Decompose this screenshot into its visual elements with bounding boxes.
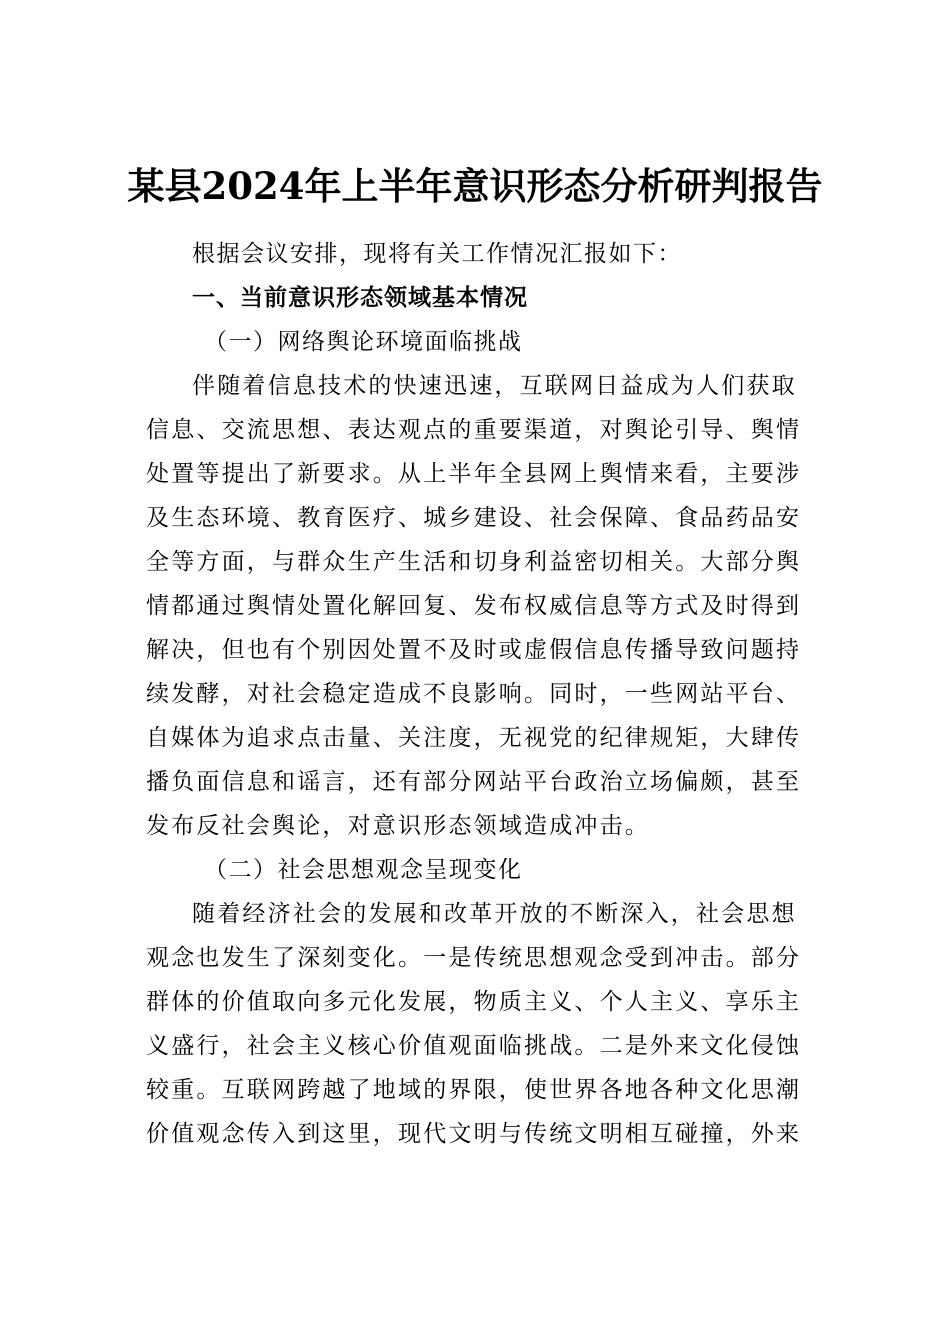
paragraph-line: 解决，但也有个别因处置不及时或虚假信息传播导致问题持 — [146, 637, 802, 663]
intro-paragraph — [146, 232, 808, 276]
paragraph-line: 观念也发生了深刻变化。一是传统思想观念受到冲击。部分 — [146, 945, 802, 971]
paragraph-line: 处置等提出了新要求。从上半年全县网上舆情来看，主要涉 — [146, 461, 802, 487]
paragraph-line: 情都通过舆情处置化解回复、发布权威信息等方式及时得到 — [146, 593, 802, 619]
subsection-heading: （二）社会思想观念呈现变化 — [204, 857, 523, 883]
paragraph-line: 随着经济社会的发展和改革开放的不断深入，社会思想 — [192, 901, 797, 927]
section-heading: 一、当前意识形态领域基本情况 — [192, 285, 528, 311]
paragraph-line: 及生态环境、教育医疗、城乡建设、社会保障、食品药品安 — [146, 505, 802, 531]
paragraph-line: 播负面信息和谣言，还有部分网站平台政治立场偏颇，甚至 — [146, 769, 802, 795]
paragraph-line: 伴随着信息技术的快速迅速，互联网日益成为人们获取 — [192, 373, 797, 399]
intro-line: 根据会议安排，现将有关工作情况汇报如下： — [192, 241, 682, 267]
paragraph-line: 信息、交流思想、表达观点的重要渠道，对舆论引导、舆情 — [146, 417, 802, 443]
document-body — [146, 232, 808, 1156]
paragraph-line: 发布反社会舆论，对意识形态领域造成冲击。 — [146, 813, 650, 839]
document-title: 某县2024年上半年意识形态分析研判报告 — [127, 164, 823, 208]
paragraph-line: 义盛行，社会主义核心价值观面临挑战。二是外来文化侵蚀 — [146, 1033, 802, 1059]
paragraph-network-opinion — [146, 364, 808, 848]
paragraph-line: 全等方面，与群众生产生活和切身利益密切相关。大部分舆 — [146, 549, 802, 575]
paragraph-social-thought — [146, 892, 808, 1156]
paragraph-line: 较重。互联网跨越了地域的界限，使世界各地各种文化思潮 — [146, 1077, 802, 1103]
subsection-heading: （一）网络舆论环境面临挑战 — [204, 329, 523, 355]
paragraph-line: 群体的价值取向多元化发展，物质主义、个人主义、享乐主 — [146, 989, 802, 1015]
paragraph-line: 自媒体为追求点击量、关注度，无视党的纪律规矩，大肆传 — [146, 725, 802, 751]
paragraph-line: 价值观念传入到这里，现代文明与传统文明相互碰撞，外来 — [146, 1121, 802, 1147]
paragraph-line: 续发酵，对社会稳定造成不良影响。同时，一些网站平台、 — [146, 681, 802, 707]
